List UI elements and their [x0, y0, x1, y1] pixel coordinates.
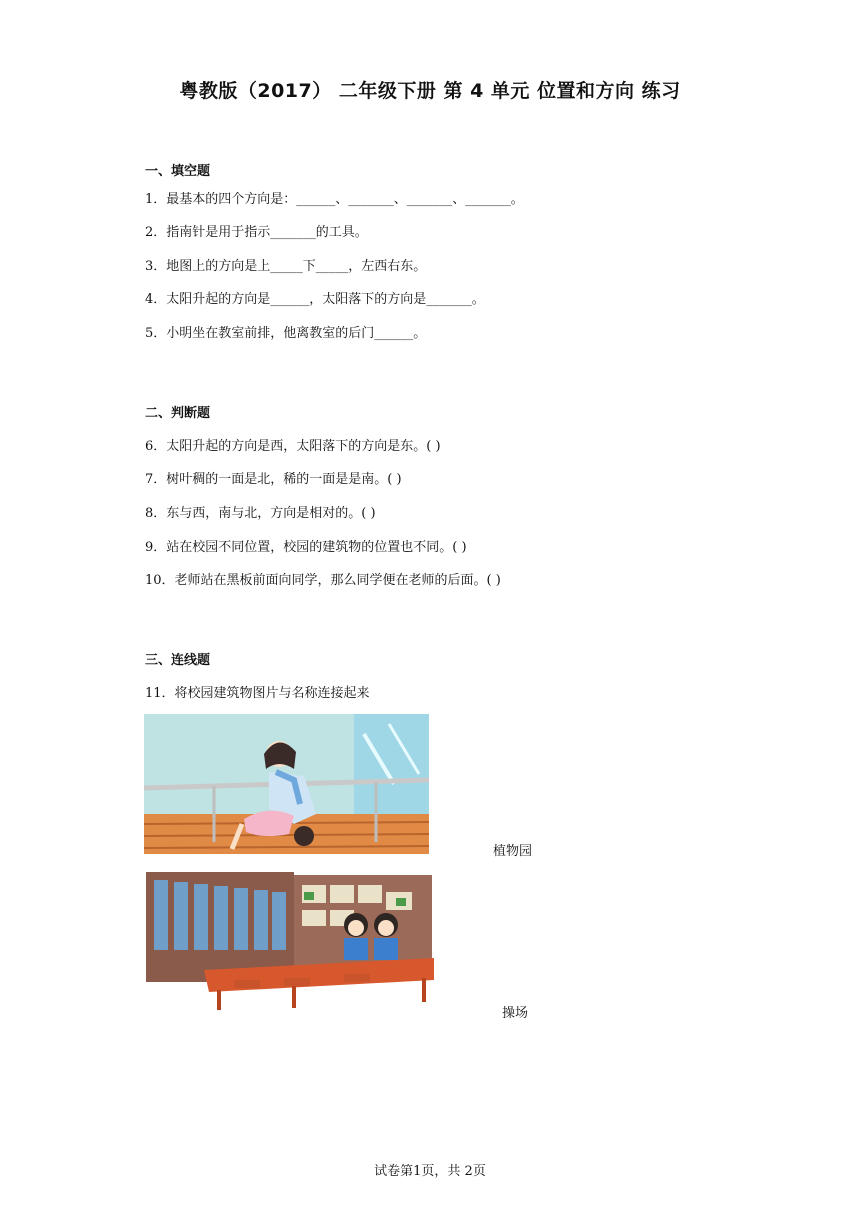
question-3: 3．地图上的方向是上_____下_____，左西右东。 [145, 259, 427, 274]
question-8: 8．东与西，南与北，方向是相对的。( ) [145, 506, 376, 521]
name-label-botanical-garden: 植物园 [493, 844, 533, 859]
question-4: 4．太阳升起的方向是______，太阳落下的方向是_______。 [145, 292, 485, 307]
question-2: 2．指南针是用于指示_______的工具。 [145, 225, 368, 240]
reading-room-picture [144, 870, 434, 1010]
section-heading-matching: 三、连线题 [145, 653, 211, 668]
question-1: 1．最基本的四个方向是：______、_______、_______、_______。 [145, 192, 524, 207]
name-label-playground: 操场 [502, 1006, 529, 1021]
section-heading-true-false: 二、判断题 [145, 406, 211, 421]
question-7: 7．树叶稠的一面是北，稀的一面是是南。( ) [145, 472, 402, 487]
question-9: 9．站在校园不同位置，校园的建筑物的位置也不同。( ) [145, 540, 467, 555]
question-11: 11．将校园建筑物图片与名称连接起来 [145, 686, 370, 701]
page-footer: 试卷第1页，共 2页 [374, 1164, 486, 1179]
question-6: 6．太阳升起的方向是西，太阳落下的方向是东。( ) [145, 439, 441, 454]
question-5: 5．小明坐在教室前排，他离教室的后门______。 [145, 326, 427, 341]
section-heading-fill-blank: 一、填空题 [145, 164, 211, 179]
page-title: 粤教版（2017） 二年级下册 第 4 单元 位置和方向 练习 [179, 80, 681, 102]
dance-room-picture [144, 714, 429, 854]
question-10: 10．老师站在黑板前面向同学，那么同学便在老师的后面。( ) [145, 573, 501, 588]
